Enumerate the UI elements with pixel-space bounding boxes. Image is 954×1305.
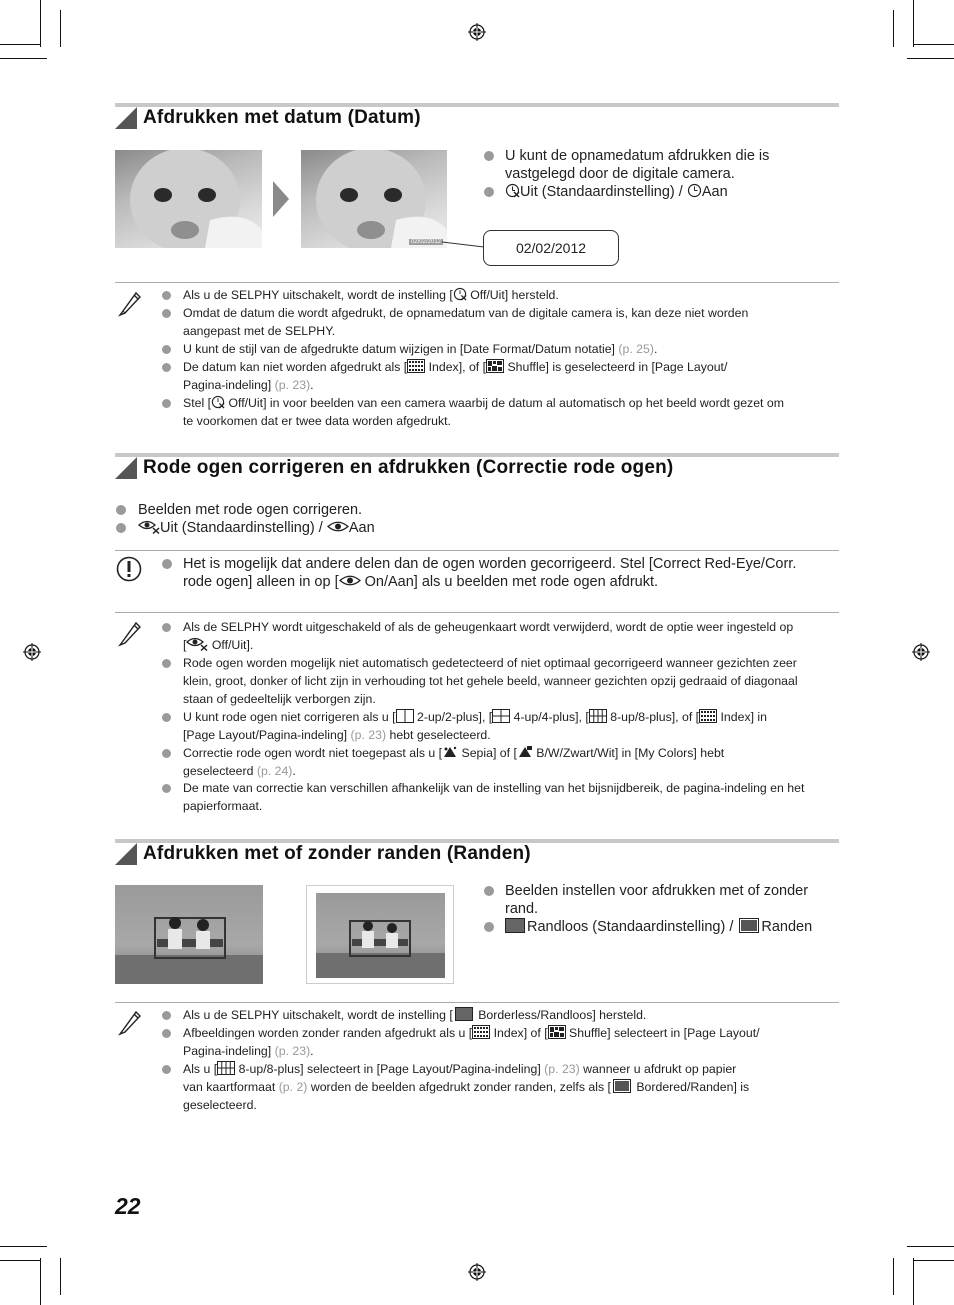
note-text: U kunt rode ogen niet corrigeren als u [ 2-up/2-plus], [ 4-up/4-plus], [ 8-up/8-plus], of [ Index] in [Page Layout/Pagina-indeling] (p. 23) hebt geselecteerd. [183, 710, 768, 742]
page-number: 22 [115, 1193, 141, 1219]
bullet [484, 151, 494, 161]
note-text: Afbeeldingen worden zonder randen afgedrukt als u [ Index] of [ Shuffle] selecteert in [Page Layout/ Pagina-indeling] (p. 23). [183, 1026, 760, 1058]
crop-mark [893, 10, 894, 47]
crop-mark [0, 1260, 40, 1261]
bullet [162, 309, 171, 318]
section-title-red-eye: Rode ogen corrigeren en afdrukken (Correctie rode ogen) [143, 457, 674, 478]
shuffle-layout-icon [486, 359, 504, 373]
sepia-icon [442, 745, 458, 759]
index-layout-icon [472, 1025, 490, 1039]
borderless-icon [455, 1007, 473, 1021]
note-text: Als de SELPHY wordt uitgeschakeld of als de geheugenkaart wordt verwijderd, wordt de optie weer ingesteld op [ Off/Uit]. [183, 620, 794, 652]
bullet [162, 1065, 171, 1074]
bullet [162, 784, 171, 793]
caution-divider [115, 550, 839, 551]
note-divider [115, 282, 839, 283]
red-eye-on-icon [327, 519, 349, 534]
red-eye-off-icon [186, 636, 208, 651]
caution-text: Het is mogelijk dat andere delen dan de ogen worden gecorrigeerd. Stel [Correct Red-Eye/Corr. rode ogen] alleen in op [ On/Aan] als u beelden met rode ogen afdrukt. [183, 556, 797, 590]
two-up-layout-icon [396, 709, 414, 723]
crop-mark [0, 58, 47, 59]
note-text: Als u de SELPHY uitschakelt, wordt de instelling [ Borderless/Randloos] hersteld. [183, 1008, 647, 1022]
note-text: De mate van correctie kan verschillen afhankelijk van de instelling van het bijsnijdbereik, de pagina-indeling en het papierformaat. [183, 781, 805, 813]
date-off-icon [211, 395, 225, 409]
red-eye-off-icon [138, 519, 160, 534]
note-text: U kunt de stijl van de afgedrukte datum wijzigen in [Date Format/Datum notatie] (p. 25). [183, 342, 658, 356]
caution-icon [116, 556, 142, 582]
note-text: Correctie rode ogen wordt niet toegepast als u [ Sepia] of [ B/W/Zwart/Wit] in [My Colors] hebt geselecteerd (p. 24). [183, 746, 725, 778]
eight-up-layout-icon [589, 709, 607, 723]
crop-mark [60, 10, 61, 47]
registration-mark-icon [468, 23, 486, 41]
pencil-note-icon [117, 1008, 143, 1036]
photo-borderless [115, 885, 263, 984]
registration-mark-icon [23, 643, 41, 661]
crop-mark [0, 44, 40, 45]
date-callout: 02/02/2012 [483, 230, 619, 266]
bullet [162, 749, 171, 758]
index-layout-icon [407, 359, 425, 373]
photo-bordered [316, 893, 445, 978]
note-text: Als u de SELPHY uitschakelt, wordt de instelling [ Off/Uit] hersteld. [183, 288, 559, 302]
crop-mark [40, 0, 41, 47]
note-text: De datum kan niet worden afgedrukt als [ Index], of [ Shuffle] is geselecteerd in [Page Layout/ Pagina-indeling] (p. 23). [183, 360, 728, 392]
note-divider [115, 1002, 839, 1003]
photo-date-stamp: 02/02/2012 [410, 239, 441, 245]
pencil-note-icon [117, 289, 143, 317]
section-marker-icon [115, 457, 137, 479]
note-text: Rode ogen worden mogelijk niet automatisch gedetecteerd of niet optimaal gecorrigeerd wanneer gezichten zeer klein, groot, donker of licht zijn in verhouding tot het gehele beeld, wanneer gezichten opzij gedraaid of diagonaal staan of gedeeltelijk verborgen zijn. [183, 656, 798, 706]
note-text: Omdat de datum die wordt afgedrukt, de opnamedatum van de digitale camera is, kan deze niet worden aangepast met de SELPHY. [183, 306, 749, 338]
black-white-icon [517, 745, 533, 759]
bullet [116, 523, 126, 533]
note-divider [115, 612, 839, 613]
bullet [162, 1029, 171, 1038]
crop-mark [913, 0, 914, 47]
bullet-text: Beelden instellen voor afdrukken met of zonder rand. [505, 883, 809, 917]
bullet [162, 399, 171, 408]
red-eye-on-icon [339, 573, 361, 588]
callout-pointer [440, 236, 486, 250]
bullet [162, 1011, 171, 1020]
section-title-datum: Afdrukken met datum (Datum) [143, 107, 421, 128]
bullet-text: Uit (Standaardinstelling) / Aan [138, 519, 375, 537]
bullet [162, 291, 171, 300]
photo-bordered-frame [306, 885, 454, 984]
bullet [162, 363, 171, 372]
crop-mark [40, 1258, 41, 1305]
bullet [162, 713, 171, 722]
bullet [162, 623, 171, 632]
photo-without-date [115, 150, 262, 248]
crop-mark [914, 44, 954, 45]
date-off-icon [505, 183, 520, 198]
crop-mark [60, 1258, 61, 1295]
crop-mark [913, 1258, 914, 1305]
crop-mark [893, 1258, 894, 1295]
note-text: Stel [ Off/Uit] in voor beelden van een camera waarbij de datum al automatisch op het beeld wordt gezet om te voorkomen dat er twee data worden afgedrukt. [183, 396, 784, 428]
index-layout-icon [699, 709, 717, 723]
shuffle-layout-icon [548, 1025, 566, 1039]
bullet [162, 559, 172, 569]
arrow-right-icon [273, 181, 289, 217]
bordered-icon [613, 1079, 631, 1093]
bullet-text: Beelden met rode ogen corrigeren. [138, 502, 363, 518]
registration-mark-icon [468, 1263, 486, 1281]
bullet-text: Uit (Standaardinstelling) / Aan [505, 183, 728, 201]
bullet-text: Randloos (Standaardinstelling) / Randen [505, 918, 812, 936]
photo-with-date [301, 150, 447, 248]
eight-up-layout-icon [217, 1061, 235, 1075]
borderless-icon [505, 918, 525, 933]
section-marker-icon [115, 843, 137, 865]
pencil-note-icon [117, 619, 143, 647]
bullet [162, 345, 171, 354]
bullet [116, 505, 126, 515]
bullet [162, 659, 171, 668]
crop-mark [914, 1260, 954, 1261]
bullet [484, 922, 494, 932]
date-on-icon [687, 183, 702, 198]
registration-mark-icon [912, 643, 930, 661]
crop-mark [907, 58, 954, 59]
bullet [484, 886, 494, 896]
four-up-layout-icon [492, 709, 510, 723]
bordered-icon [739, 918, 759, 933]
crop-mark [0, 1246, 47, 1247]
bullet-text: U kunt de opnamedatum afdrukken die is vastgelegd door de digitale camera. [505, 148, 770, 182]
bullet [484, 187, 494, 197]
date-off-icon [453, 287, 467, 301]
section-title-borders: Afdrukken met of zonder randen (Randen) [143, 843, 531, 864]
section-marker-icon [115, 107, 137, 129]
crop-mark [907, 1246, 954, 1247]
note-text: Als u [ 8-up/8-plus] selecteert in [Page Layout/Pagina-indeling] (p. 23) wanneer u afdrukt op papier van kaartformaat (p. 2) worden de beelden afgedrukt zonder randen, zelfs als [ Bordered/Randen] is geselecteerd. [183, 1062, 750, 1112]
